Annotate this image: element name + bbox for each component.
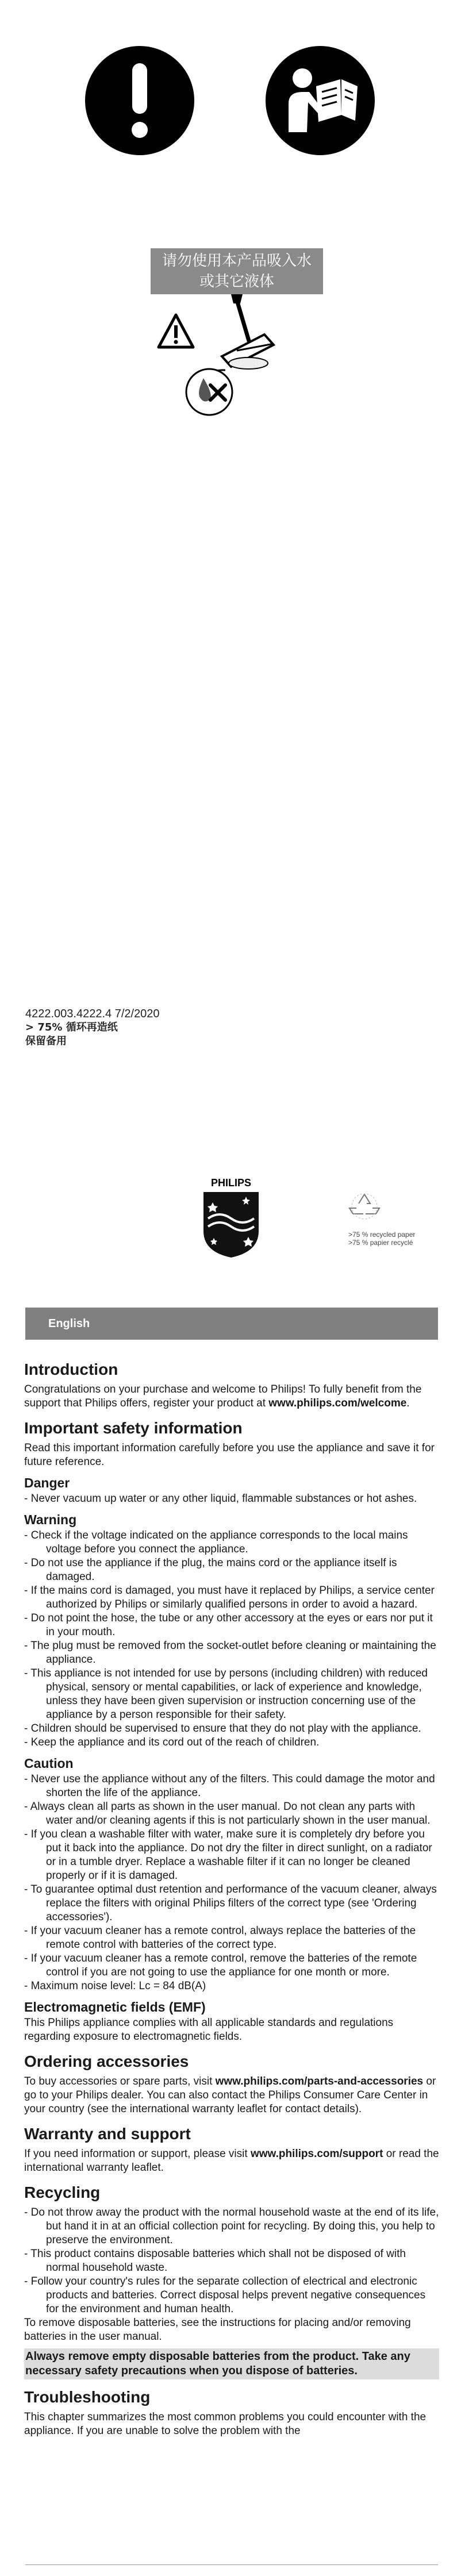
section-title-recycling: Recycling (24, 2183, 101, 2201)
safety-icons-row (0, 46, 461, 161)
batteries-note: Always remove empty disposable batteries from the product. Take any necessary safety precautions when you dispose of batteries. (24, 2348, 439, 2379)
parts-accessories-link[interactable]: www.philips.com/parts-and-accessories (215, 2075, 424, 2087)
recycled-paper-note: > 75% 循环再造纸 (25, 1021, 118, 1033)
ordering-text-b: or go to your Philips dealer. You can also contact the Philips Consumer Care Center in your country (see the international warranty leaflet for contact details). (24, 2075, 436, 2115)
language-label: English (48, 1317, 90, 1330)
safety-intro-text: Read this important information carefully before you use the appliance and save it for future reference. (24, 1442, 435, 1468)
caution-item: - Never use the appliance without any of the filters. This could damage the motor and shorten the life of the appliance. (24, 1773, 439, 1800)
keep-for-reference-note: 保留备用 (25, 1035, 67, 1047)
caution-item: - If your vacuum cleaner has a remote control, remove the batteries of the remote control if you are not going to use the appliance for one month or more. (24, 1952, 439, 1979)
danger-item: - Never vacuum up water or any other liquid, flammable substances or hot ashes. (24, 1492, 439, 1506)
troubleshooting-text: This chapter summarizes the most common problems you could encounter with the appliance. If you are unable to solve the problem with the (24, 2411, 427, 2437)
section-title-introduction: Introduction (24, 1360, 118, 1378)
manual-content (24, 1352, 439, 2440)
recycled-paper-fr: >75 % papier recyclé (348, 1239, 413, 1247)
warning-item: - If the mains cord is damaged, you must have it replaced by Philips, a service center authorized by Philips or similarly qualified persons in order to avoid a hazard. (24, 1584, 439, 1612)
warranty-paragraph (24, 2147, 439, 2175)
language-header-bar (25, 1308, 438, 1340)
warning-item: - This appliance is not intended for use by persons (including children) with reduced physical, sensory or mental capabilities, or lack of experience and knowledge, unless they have been given supervision or instruction concerning use of the appliance by a person responsible for their safety. (24, 1667, 439, 1722)
warning-item: - Keep the appliance and its cord out of the reach of children. (24, 1736, 439, 1750)
danger-list (24, 1492, 439, 1506)
recycled-paper-block (347, 1191, 433, 1247)
caution-item: - Always clean all parts as shown in the user manual. Do not clean any parts with water and/or cleaning agents if this is not particularly shown in the user manual. (24, 1800, 439, 1828)
emf-text: This Philips appliance complies with all applicable standards and regulations regarding exposure to electromagnetic fields. (24, 2017, 394, 2043)
caution-item: - To guarantee optimal dust retention and performance of the vacuum cleaner, always replace the filters with original Philips filters of the correct type (see 'Ordering accessories'). (24, 1883, 439, 1924)
brand-name: PHILIPS (210, 1177, 252, 1189)
recycling-list (24, 2206, 439, 2316)
intro-paragraph: Congratulations on your purchase and welcome to Philips! To fully benefit from the support that Philips offers, register your product at www.philips.com/welcome. (24, 1383, 422, 1409)
section-title-troubleshooting: Troubleshooting (24, 2388, 151, 2406)
section-title-warranty: Warranty and support (24, 2125, 191, 2143)
exclamation-circle-icon (85, 46, 194, 155)
print-codes (25, 1007, 160, 1048)
section-title-ordering: Ordering accessories (24, 2052, 189, 2070)
subsection-title-warning: Warning (24, 1512, 77, 1527)
ordering-text-a: To buy accessories or spare parts, visit (24, 2075, 213, 2087)
read-manual-icon (266, 46, 375, 155)
caution-item: - If your vacuum cleaner has a remote control, always replace the batteries of the remote control with batteries of the correct type. (24, 1924, 439, 1952)
recycling-item: - Do not throw away the product with the normal household waste at the end of its life, but hand it in at an official collection point for recycling. By doing this, you help to preserve the environment. (24, 2206, 439, 2247)
section-title-safety: Important safety information (24, 1419, 243, 1437)
support-link[interactable]: www.philips.com/support (250, 2148, 383, 2160)
caution-item: - Maximum noise level: Lc = 84 dB(A) (24, 1979, 439, 1993)
warning-item: - The plug must be removed from the socket-outlet before cleaning or maintaining the appliance. (24, 1639, 439, 1667)
recycle-icon (347, 1191, 382, 1222)
warning-label-line-1: 请勿使用本产品吸入水 (162, 252, 312, 270)
vacuum-no-water-icon (151, 248, 323, 426)
warranty-text-b: or read the international warranty leaflet. (24, 2148, 439, 2174)
recycled-paper-en: >75 % recycled paper (348, 1231, 416, 1239)
recycling-item: - This product contains disposable batteries which shall not be disposed of with normal household waste. (24, 2247, 439, 2275)
document-code: 4222.003.4222.4 7/2/2020 (25, 1008, 160, 1020)
warning-item: - Do not point the hose, the tube or any other accessory at the eyes or ears nor put it in your mouth. (24, 1612, 439, 1639)
warning-list (24, 1529, 439, 1750)
recycling-item: - Follow your country's rules for the separate collection of electrical and electronic products and batteries. Correct disposal helps prevent negative consequences for the environment and human health. (24, 2275, 439, 2316)
intro-text: Congratulations on your purchase and welcome to Philips! To fully benefit from the support that Philips offers, register your product at (24, 1383, 422, 1409)
warning-item: - Do not use the appliance if the plug, the mains cord or the appliance itself is damaged. (24, 1556, 439, 1584)
ordering-paragraph (24, 2075, 439, 2116)
caution-item: - If you clean a washable filter with water, make sure it is completely dry before you put it back into the appliance. Do not dry the filter in direct sunlight, on a radiator or in a tumble dryer. Replace a washable filter if it can no longer be cleaned properly or if it is damaged. (24, 1828, 439, 1883)
subsection-title-caution: Caution (24, 1756, 74, 1771)
warning-item: - Children should be supervised to ensure that they do not play with the appliance. (24, 1722, 439, 1736)
caution-list (24, 1773, 439, 1993)
warranty-text-a: If you need information or support, please visit (24, 2148, 248, 2160)
no-liquid-warning-pictogram (151, 248, 323, 426)
subsection-title-danger: Danger (24, 1475, 70, 1490)
battery-removal-text: To remove disposable batteries, see the instructions for placing and/or removing batteries in the user manual. (24, 2317, 411, 2343)
warning-label-line-2: 或其它液体 (199, 273, 274, 290)
philips-shield-logo (200, 1174, 262, 1259)
warning-item: - Check if the voltage indicated on the appliance corresponds to the local mains voltage before you connect the appliance. (24, 1529, 439, 1556)
welcome-link[interactable]: www.philips.com/welcome (268, 1397, 407, 1409)
subsection-title-emf: Electromagnetic fields (EMF) (24, 2000, 206, 2014)
